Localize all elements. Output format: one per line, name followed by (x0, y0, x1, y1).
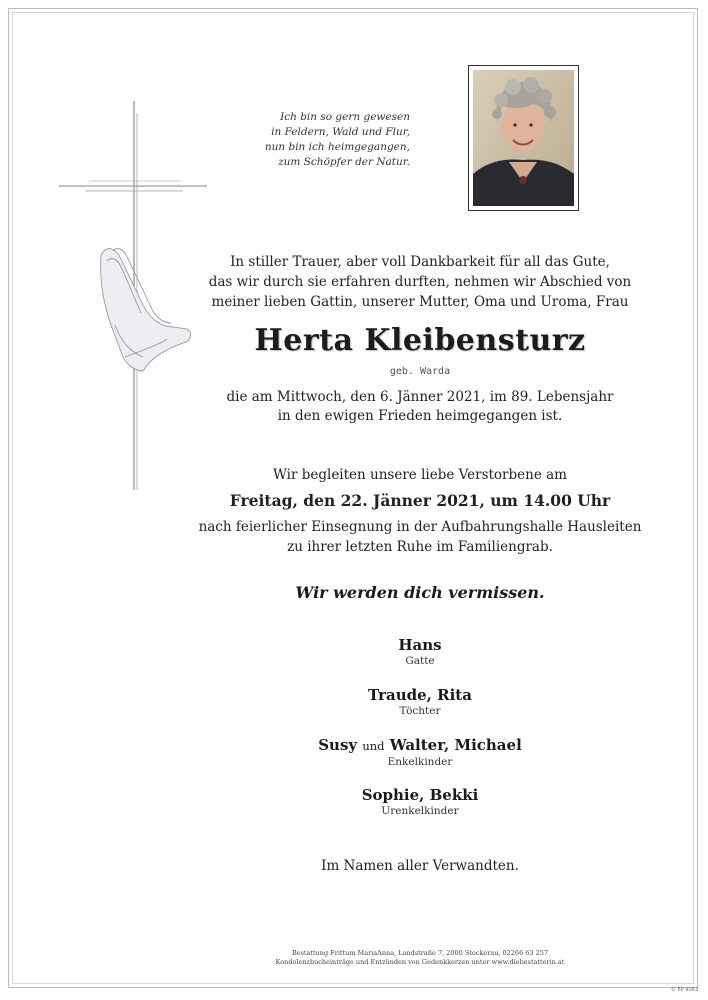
mourner-name: Sophie, Bekki (361, 786, 479, 804)
mourner-entry (180, 636, 660, 686)
mourner-relation: Gatte (405, 655, 435, 667)
mourner-relation: Töchter (399, 705, 441, 717)
intro-text (180, 252, 660, 312)
birth-name: geb. Warda (389, 366, 451, 377)
mourner-name (180, 736, 660, 755)
intro-line: In stiller Trauer, aber voll Dankbarkeit für all das Gute, (230, 254, 610, 270)
closing-line: Im Namen aller Verwandten. (321, 858, 519, 874)
poem (250, 110, 410, 170)
mourner-joiner: und (362, 739, 385, 753)
footer-address: Bestattung Frittum MariaAnna, Landstraße 7, 2000 Stockerau, 02266 63 257 (291, 949, 549, 957)
funeral-date: Freitag, den 22. Jänner 2021, um 14.00 Uhr (229, 491, 611, 510)
miss-line: Wir werden dich vermissen. (295, 583, 545, 602)
poem-line: nun bin ich heimgegangen, (264, 141, 410, 153)
funeral-intro: Wir begleiten unsere liebe Verstorbene am (273, 467, 567, 483)
mourner-name: Hans (398, 636, 442, 654)
mourner-entry (180, 686, 660, 736)
mourner-relation: Enkelkinder (387, 756, 453, 768)
footer-website: Kondolenzbucheinträge und Entzünden von Gedenkkerzen unter www.diebestatterin.at (275, 958, 565, 966)
portrait-image (473, 70, 574, 206)
death-line: in den ewigen Frieden heimgegangen ist. (277, 408, 563, 424)
mourner-name-a: Susy (318, 736, 358, 754)
death-notice (180, 388, 660, 426)
poem-line: in Feldern, Wald und Flur, (271, 126, 410, 138)
portrait-photo (468, 65, 579, 211)
mourners-list (180, 636, 660, 836)
mourner-entry (180, 736, 660, 786)
mourner-name-b: Walter, Michael (389, 736, 522, 754)
deceased-name: Herta Kleibensturz (254, 323, 586, 358)
funeral-info (180, 465, 660, 557)
poem-line: zum Schöpfer der Natur. (278, 156, 410, 168)
praying-hands-icon (101, 249, 191, 371)
mourner-name: Traude, Rita (368, 686, 472, 704)
print-code: © EP 9063 (670, 987, 698, 993)
funeral-place: nach feierlicher Einsegnung in der Aufbahrungshalle Hausleiten (198, 519, 642, 535)
footer (180, 949, 660, 967)
death-line: die am Mittwoch, den 6. Jänner 2021, im 89. Lebensjahr (226, 389, 614, 405)
intro-line: meiner lieben Gattin, unserer Mutter, Oma und Uroma, Frau (211, 294, 629, 310)
poem-line: Ich bin so gern gewesen (280, 111, 410, 123)
intro-line: das wir durch sie erfahren durften, nehmen wir Abschied von (208, 274, 632, 290)
mourner-relation: Urenkelkinder (381, 805, 459, 817)
mourner-entry (180, 786, 660, 836)
funeral-grave: zu ihrer letzten Ruhe im Familiengrab. (287, 539, 553, 555)
